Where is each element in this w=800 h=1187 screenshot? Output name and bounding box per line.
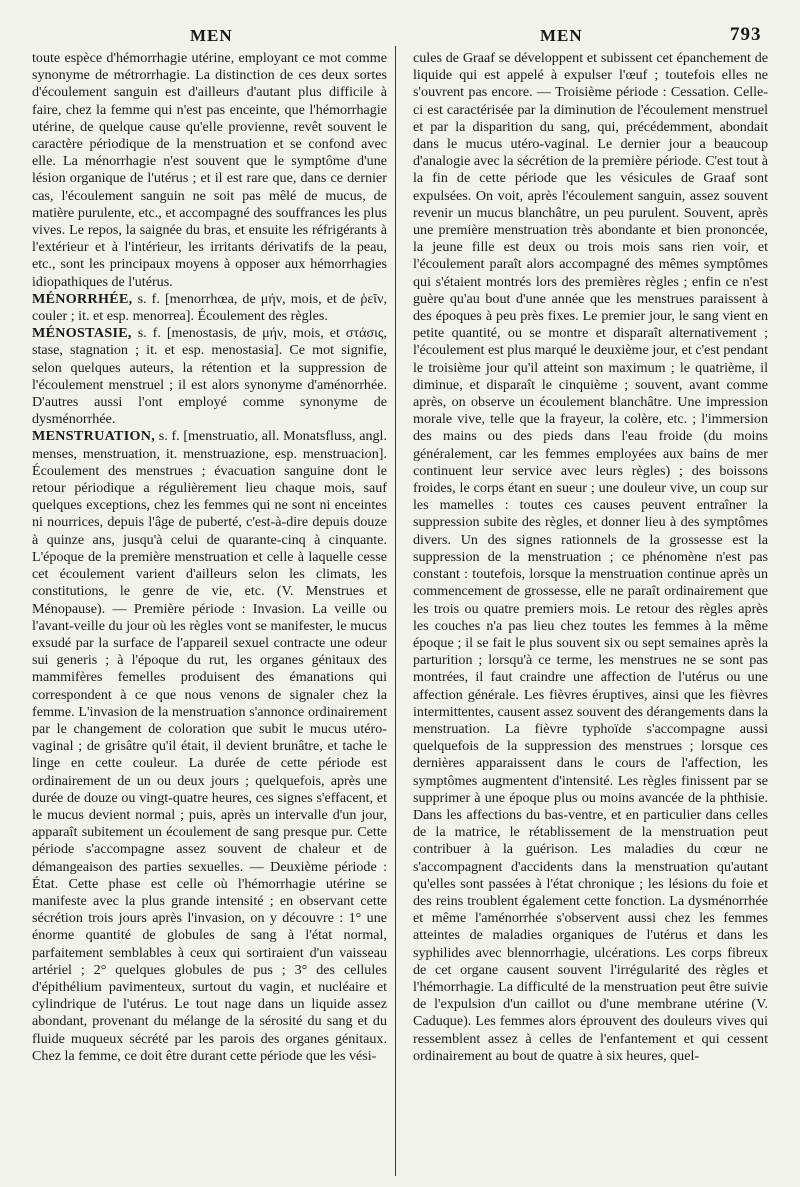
headword-menorrhee: MÉNORRHÉE,	[32, 290, 133, 307]
entry-menstruation	[32, 428, 387, 1065]
headword-menstruation: MENSTRUATION,	[32, 428, 156, 445]
column-divider	[395, 46, 396, 1176]
page-number: 793	[730, 24, 762, 45]
header-left-word: MEN	[190, 26, 233, 45]
left-column	[32, 50, 387, 1180]
entry-menostasie	[32, 325, 387, 428]
definition-menostasie: s. f. [menostasis, de μήν, mois, et στάσις, stase, stagnation ; it. et esp. menostasia]. Ce mot signifie, selon quelques auteurs, la rétention et la suppression de l'écoulement menstruel ; il est alors synonyme d'aménorrhée. D'autres aussi l'ont employé comme synonyme de dysménorrhée.	[32, 325, 387, 428]
header-right-word: MEN	[540, 26, 583, 45]
entry-menorrhee	[32, 291, 387, 325]
continuation-paragraph: toute espèce d'hémorrhagie utérine, employant ce mot comme synonyme de métrorrhagie. La distinction de ces deux sortes d'écoulement sanguin est d'ailleurs d'autant plus difficile à faire, chez la femme qui n'est pas enceinte, que l'hémorrhagie utérine, de quelque cause qu'elle provienne, revêt souvent le caractère périodique de la menstruation et se confond avec elle. La ménorrhagie n'est souvent que le symptôme d'une lésion organique de l'utérus ; et il est rare que, dans ce dernier cas, l'écoulement sanguin ne soit pas mêlé de mucus, de matière purulente, etc., et accompagné des souffrances les plus vives. Le repos, la saignée du bras, et ensuite les réfrigérants à l'extérieur et à l'intérieur, les irritants dérivatifs de la peau, etc., sont les principaux moyens à opposer aux hémorrhagies idiopathiques de l'utérus.	[32, 50, 387, 290]
definition-menorrhee: s. f. [menorrhœa, de μήν, mois, et de ῥεῖν, couler ; it. et esp. menorrea]. Écoulement des règles.	[32, 290, 387, 325]
definition-menstruation: s. f. [menstruatio, all. Monatsfluss, angl. menses, menstruation, it. menstruazione, esp. menstruacion]. Écoulement des menstrues ; évacuation sanguine dont le retour périodique a régulièrement lieu chaque mois, sauf quelques exceptions, chez les femmes qui ne sont ni enceintes ni nourrices, depuis l'âge de puberté, c'est-à-dire depuis douze à quinze ans, jusqu'à celui de quarante-cinq à cinquante. L'époque de la première menstruation et celle à laquelle cesse cet écoulement varient d'ailleurs selon les climats, les constitutions, le genre de vie, etc. (V. Menstrues et Ménopause). — Première période : Invasion. La veille ou l'avant-veille du jour où les règles vont se manifester, le mucus exsudé par la surface de l'appareil sexuel contracte une odeur sui generis ; à l'époque du rut, les organes génitaux des mammifères femelles produisent des émanations qui correspondent à ce que nous venons de signaler chez la femme. L'invasion de la menstruation s'annonce ordinairement par le changement de coloration que subit le mucus utéro-vaginal ; de grisâtre qu'il était, il devient brunâtre, et tache le linge en cette couleur. La durée de cette période est ordinairement de un ou deux jours ; quelquefois, après une durée de douze ou vingt-quatre heures, ces signes s'effacent, et le mucus devient normal ; puis, après un intervalle d'un jour, apparaît subitement un écoulement de sang presque pur. Cette période s'accompagne assez souvent de chaleur et de démangeaison des parties sexuelles. — Deuxième période : État. Cette phase est celle où l'hémorrhagie utérine se manifeste avec la plus grande intensité ; en observant cette sécrétion trois jours après l'invasion, on y découvre : 1° une énorme quantité de globules de sang à l'état normal, parfaitement semblables à ceux qui sortiraient d'un vaisseau artériel ; 2° quelques globules de pus ; 3° des cellules d'épithélium pavimenteux, surtout du vagin, et nucléaire et cylindrique de l'utérus. Le tout nage dans un liquide assez abondant, provenant du mélange de la sérosité du sang et du fluide muqueux sécrété par les parois des organes génitaux. Chez la femme, ce doit être durant cette période que les vési-	[32, 428, 387, 1064]
right-column	[413, 50, 768, 1180]
menstruation-continued: cules de Graaf se développent et subissent cet épanchement de liquide qui est appelé à expulser l'œuf ; toutefois elles ne s'ouvrent pas encore. — Troisième période : Cessation. Celle-ci est caractérisée par la diminution de l'écoulement menstruel et par la disparition du sang, qui, précédemment, abondait dans le mucus utéro-vaginal. Le dernier jour a beaucoup d'analogie avec la sécrétion de la première période. C'est tout à la fin de cette période que les vésicules de Graaf sont expulsées. On voit, après l'écoulement sanguin, assez souvent revenir un mucus blanchâtre, un peu purulent. Souvent, après une première menstruation très abondante et bien prononcée, la jeune fille est deux ou trois mois sans rien voir, et l'écoulement paraît alors accompagné des mêmes symptômes qui s'étaient montrés lors des premières règles ; enfin ce n'est guère qu'au bout d'une année que les menstrues paraissent à des époques à peu près fixes. Le premier jour, le sang vient en petite quantité, ou se montre et disparaît alternativement ; l'écoulement est plus marqué le deuxième jour, et c'est pendant le troisième jour qu'il atteint son maximum ; le quatrième, il diminue, et disparaît le cinquième ; souvent, avant comme après, on observe un écoulement blanchâtre. Une impression morale vive, telle que la frayeur, la colère, etc. ; l'immersion des mains ou des pieds dans l'eau froide (du moins généralement, car les femmes employées aux bains de mer continuent leur service avec leurs règles) ; des boissons froides, le corps étant en sueur ; une douleur vive, un coup sur les mamelles : toutes ces causes peuvent entraîner la suppression subite des règles, et donner lieu à des symptômes divers. Un des signes rationnels de la grossesse est la suppression de la menstruation ; ce phénomène n'est pas constant : toutefois, lorsque la menstruation continue après un commencement de grossesse, elle ne paraît ordinairement que les trois ou quatre premiers mois. Le retour des règles après les couches n'a pas lieu chez toutes les femmes à la même époque ; il se fait le plus souvent six ou sept semaines après la parturition ; lorsqu'à ce terme, les menstrues ne se sont pas montrées, il faut craindre une affection de l'utérus ou une affection générale. Les fièvres éruptives, ainsi que les fièvres intermittentes, causent assez souvent des dérangements dans la menstruation. La fièvre typhoïde s'accompagne aussi quelquefois de la suppression des menstrues ; lorsque ces dernières apparaissent dans le cours de l'affection, les symptômes augmentent d'intensité. Les règles finissent par se supprimer à une époque plus ou moins avancée de la phthisie. Dans les affections du bas-ventre, et en particulier dans celles de la matrice, le rétablissement de la menstruation peut contribuer à la guérison. Les maladies du cœur ne s'accompagnent d'accidents dans la menstruation qu'autant qu'elles sont passées à l'état chronique ; les lésions du foie et des reins troublent également cette fonction. La dysménorrhée et même l'aménorrhée s'observent aussi chez les femmes atteintes de maladies organiques de l'utérus et dans les syphilides avec blennorrhagie, ulcérations. Les corps fibreux de cet organe causent souvent l'irrégularité des règles et l'hémorrhagie. La difficulté de la menstruation peut être suivie de l'expulsion d'un caillot ou d'une membrane utérine (V. Caduque). Les femmes alors éprouvent des douleurs vives qui ressemblent assez à celles de l'enfantement et qui cessent ordinairement au bout de quatre à six heures, quel-	[413, 50, 768, 1064]
headword-menostasie: MÉNOSTASIE,	[32, 325, 132, 342]
running-header	[0, 22, 800, 48]
